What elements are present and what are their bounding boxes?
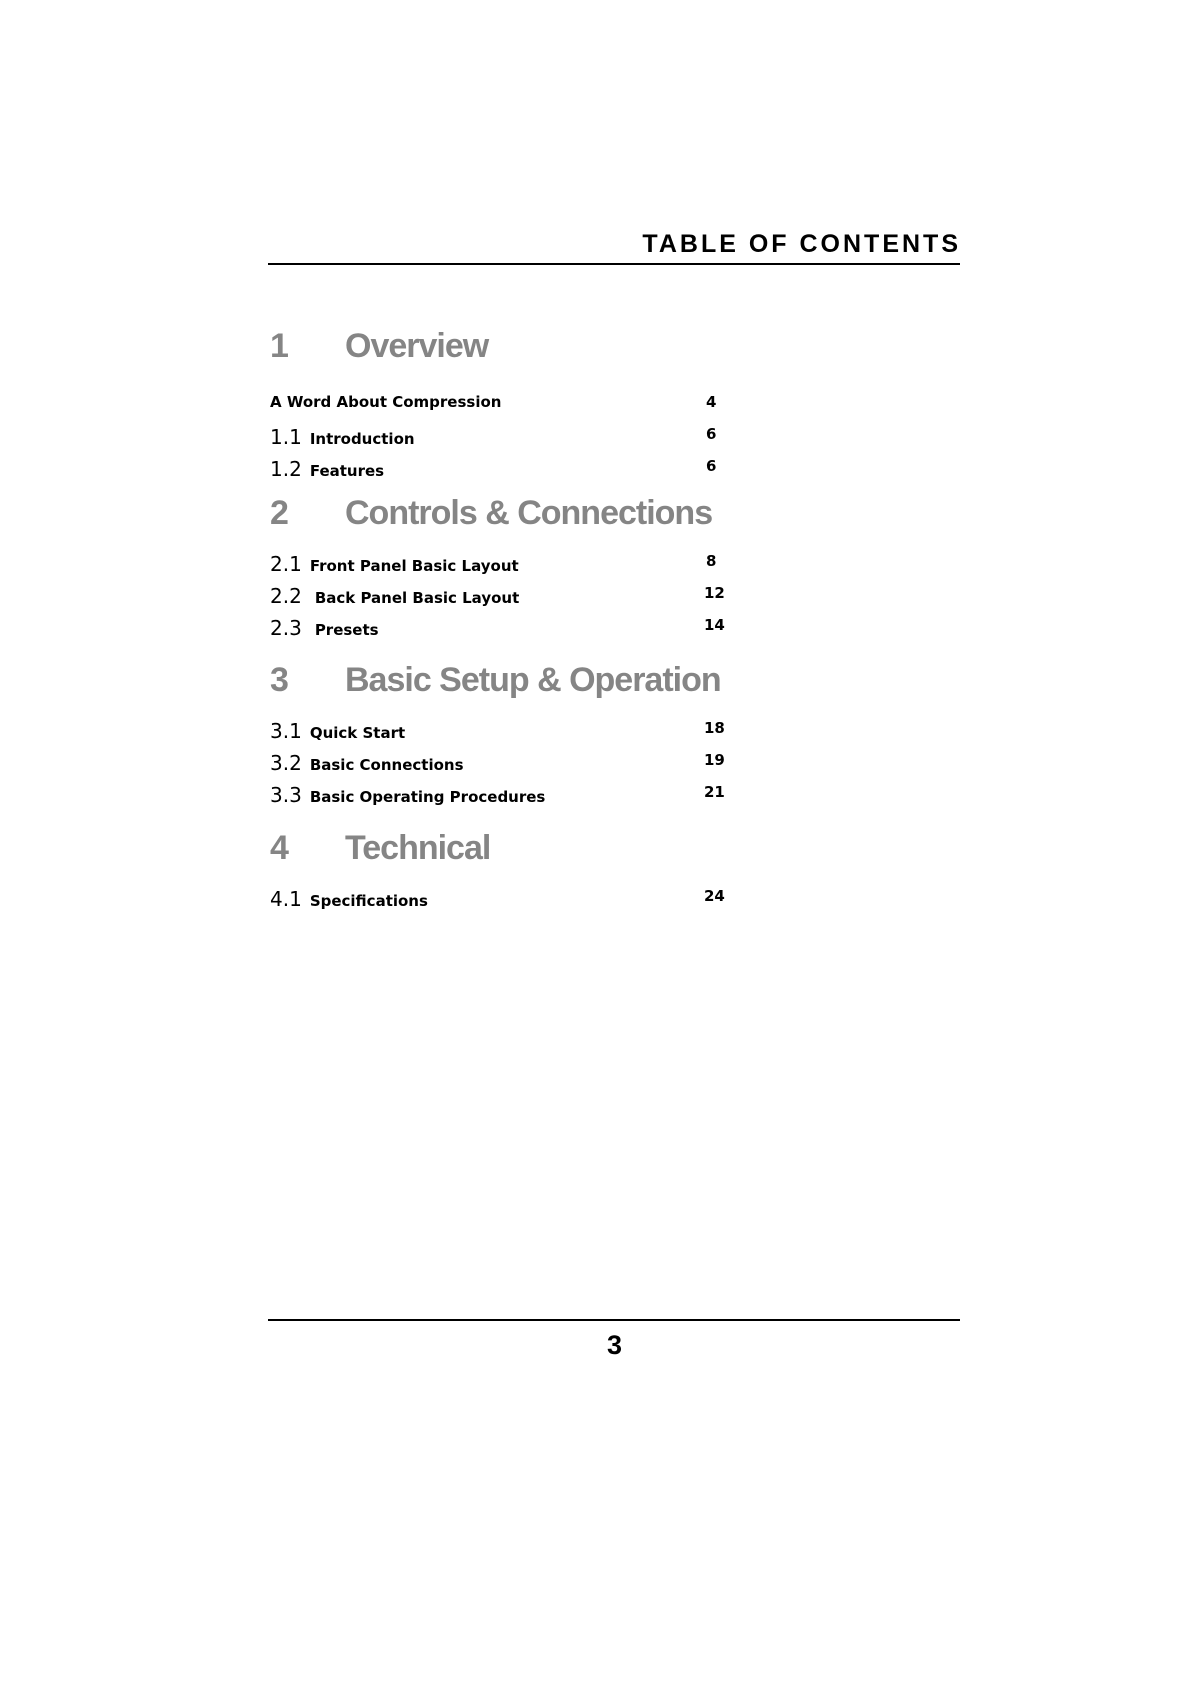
page-number: 3 <box>606 1330 623 1360</box>
entry-title: Presets <box>314 621 379 639</box>
toc-entry[interactable] <box>270 719 790 751</box>
toc-entry[interactable] <box>270 616 790 648</box>
toc-chapter-basic-setup-operation <box>270 661 790 815</box>
entry-page-number: 8 <box>706 552 717 570</box>
entry-number: 2.1 <box>270 552 302 576</box>
entry-page-number: 18 <box>704 719 725 737</box>
entry-title: Introduction <box>309 430 415 448</box>
toc-entry[interactable] <box>270 783 790 815</box>
entry-number: 2.2 <box>270 584 302 608</box>
chapter-number: 1 <box>270 327 288 365</box>
entry-title: Back Panel Basic Layout <box>314 589 520 607</box>
chapter-number: 2 <box>270 494 288 532</box>
toc-chapter-controls-connections <box>270 494 790 648</box>
chapter-heading[interactable] <box>270 494 790 538</box>
chapter-title: Basic Setup & Operation <box>345 661 721 699</box>
page-title: TABLE OF CONTENTS <box>642 230 961 258</box>
chapter-title: Controls & Connections <box>345 494 713 532</box>
chapter-title: Overview <box>345 327 489 365</box>
chapter-entries <box>270 719 790 815</box>
entry-title: Front Panel Basic Layout <box>309 557 519 575</box>
toc-chapter-overview <box>270 327 790 489</box>
toc-entry[interactable] <box>270 552 790 584</box>
entry-number: 3.2 <box>270 751 302 775</box>
entry-page-number: 6 <box>706 425 717 443</box>
entry-title: Specifications <box>309 892 428 910</box>
entry-page-number: 6 <box>706 457 717 475</box>
chapter-heading[interactable] <box>270 661 790 705</box>
entry-number: 3.1 <box>270 719 302 743</box>
header-divider <box>268 263 960 265</box>
toc-entry[interactable] <box>270 751 790 783</box>
entry-title: Basic Operating Procedures <box>309 788 546 806</box>
toc-entry[interactable] <box>270 457 790 489</box>
entry-number: 1.1 <box>270 425 302 449</box>
entry-page-number: 4 <box>706 393 717 411</box>
entry-number: 3.3 <box>270 783 302 807</box>
entry-page-number: 12 <box>704 584 725 602</box>
toc-chapter-technical <box>270 829 790 919</box>
chapter-heading[interactable] <box>270 829 790 873</box>
entry-title: A Word About Compression <box>270 393 502 411</box>
chapter-entries <box>270 552 790 648</box>
chapter-entries <box>270 393 790 489</box>
chapter-title: Technical <box>345 829 491 867</box>
entry-title: Quick Start <box>309 724 406 742</box>
toc-entry[interactable] <box>270 425 790 457</box>
entry-number: 4.1 <box>270 887 302 911</box>
entry-title: Basic Connections <box>309 756 464 774</box>
footer-divider <box>268 1319 960 1321</box>
entry-number: 1.2 <box>270 457 302 481</box>
entry-title: Features <box>309 462 385 480</box>
chapter-number: 4 <box>270 829 288 867</box>
chapter-number: 3 <box>270 661 288 699</box>
toc-entry[interactable] <box>270 393 790 425</box>
chapter-entries <box>270 887 790 919</box>
chapter-heading[interactable] <box>270 327 790 371</box>
entry-page-number: 24 <box>704 887 725 905</box>
entry-page-number: 19 <box>704 751 725 769</box>
entry-number: 2.3 <box>270 616 302 640</box>
entry-page-number: 21 <box>704 783 725 801</box>
toc-entry[interactable] <box>270 887 790 919</box>
entry-page-number: 14 <box>704 616 725 634</box>
toc-entry[interactable] <box>270 584 790 616</box>
